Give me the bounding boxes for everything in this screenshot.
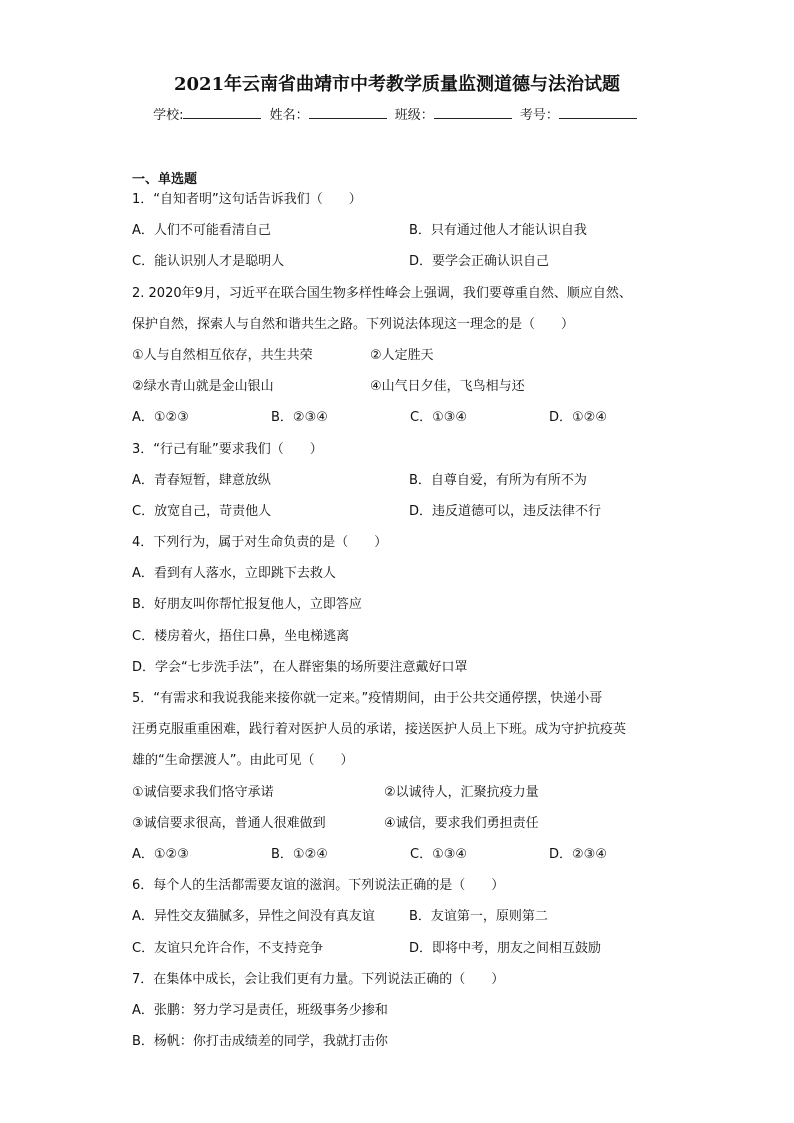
question-list: [132, 189, 672, 1062]
q2-option-b: B．②③④: [271, 410, 328, 426]
question-3-options-row-2: [132, 501, 672, 532]
q2-statement-4: ④山气日夕佳，飞鸟相与还: [370, 379, 525, 395]
q5-statement-2: ②以诚待人，汇聚抗疫力量: [384, 784, 539, 800]
question-2-stem-line-2: 保护自然，探索人与自然和谐共生之路。下列说法体现这一理念的是（ ）: [132, 316, 575, 332]
q5-statement-3: ③诚信要求很高，普通人很难做到: [132, 815, 326, 831]
question-2-options-row: [132, 407, 672, 438]
question-5-stem-line-3: 雄的“生命摆渡人”。由此可见（ ）: [132, 753, 354, 769]
q5-option-b: B．①②④: [271, 846, 328, 862]
q1-option-d: D．要学会正确认识自己: [409, 254, 550, 270]
q2-statement-1: ①人与自然相互依存，共生共荣: [132, 347, 313, 363]
q2-option-a: A．①②③: [132, 410, 189, 426]
name-blank[interactable]: [309, 106, 387, 119]
q6-option-d: D．即将中考，朋友之间相互鼓励: [409, 940, 602, 956]
question-5-stem-line-2: 汪勇克服重重困难，践行着对医护人员的承诺，接送医护人员上下班。成为守护抗疫英: [132, 722, 627, 738]
q1-option-c: C．能认识别人才是聪明人: [132, 254, 285, 270]
question-1-stem: 1．“自知者明”这句话告诉我们（ ）: [132, 192, 362, 207]
q2-statement-3: ②绿水青山就是金山银山: [132, 379, 274, 395]
question-1-options-row-2: [132, 251, 672, 282]
question-2-stem-line-1: 2. 2020年9月，习近平在联合国生物多样性峰会上强调，我们要尊重自然、顺应自然、: [132, 285, 632, 301]
q2-statement-2: ②人定胜天: [370, 347, 434, 363]
q7-option-a: A．张鹏：努力学习是责任，班级事务少掺和: [132, 1002, 388, 1018]
q5-statement-4: ④诚信，要求我们勇担责任: [384, 815, 539, 831]
question-6-options-row-2: [132, 938, 672, 969]
q5-statement-1: ①诚信要求我们恪守承诺: [132, 784, 274, 800]
question-5-statements-row-2: [132, 813, 672, 844]
question-5-statements-row-1: [132, 782, 672, 813]
class-blank[interactable]: [434, 106, 512, 119]
question-5-stem-line-1: 5．“有需求和我说我能来接你就一定来。”疫情期间，由于公共交通停摆，快递小哥: [132, 691, 603, 706]
q6-option-c: C．友谊只允许合作，不支持竞争: [132, 940, 324, 956]
q3-option-d: D．违反道德可以，违反法律不行: [409, 503, 602, 519]
q4-option-a: A．看到有人落水，立即跳下去救人: [132, 566, 336, 582]
question-2-statements-row-2: [132, 376, 672, 407]
q2-option-d: D．①②④: [549, 410, 607, 426]
question-5-options-row: [132, 844, 672, 875]
q5-option-a: A．①②③: [132, 846, 189, 862]
q4-option-d: D．学会“七步洗手法”，在人群密集的场所要注意戴好口罩: [132, 659, 468, 675]
q4-option-c: C．楼房着火，捂住口鼻，坐电梯逃离: [132, 628, 350, 644]
q6-option-b: B．友谊第一，原则第二: [409, 909, 548, 925]
question-1-options-row-1: [132, 220, 672, 251]
question-3-stem: 3．“行己有耻”要求我们（ ）: [132, 441, 323, 457]
number-label: 考号：: [519, 108, 559, 123]
q7-option-b: B．杨帆：你打击成绩差的同学，我就打击你: [132, 1034, 388, 1050]
section-heading: 一、单选题: [132, 172, 198, 187]
question-4-stem: 4．下列行为，属于对生命负责的是（ ）: [132, 535, 388, 551]
q3-option-a: A．青春短暂，肆意放纵: [132, 472, 271, 488]
question-2-statements-row-1: [132, 345, 672, 376]
q5-option-c: C．①③④: [410, 846, 468, 862]
question-6-stem: 6．每个人的生活都需要友谊的滋润。下列说法正确的是（ ）: [132, 878, 505, 894]
question-6-options-row-1: [132, 906, 672, 937]
number-blank[interactable]: [559, 106, 637, 119]
name-label: 姓名：: [269, 108, 309, 123]
school-blank[interactable]: [183, 106, 261, 119]
q4-option-b: B．好朋友叫你帮忙报复他人，立即答应: [132, 597, 362, 613]
q2-option-c: C．①③④: [410, 410, 468, 426]
q6-option-a: A．异性交友猫腻多，异性之间没有真友谊: [132, 909, 375, 925]
exam-title: 2021年云南省曲靖市中考教学质量监测道德与法治试题: [173, 74, 621, 95]
question-3-options-row-1: [132, 470, 672, 501]
q3-option-b: B．自尊自爱，有所为有所不为: [409, 472, 587, 488]
q3-option-c: C．放宽自己，苛责他人: [132, 503, 272, 519]
q5-option-d: D．②③④: [549, 846, 607, 862]
school-label: 学校:: [153, 108, 184, 123]
student-info-line: [0, 104, 794, 123]
class-label: 班级：: [394, 108, 434, 123]
question-7-stem: 7．在集体中成长，会让我们更有力量。下列说法正确的（ ）: [132, 971, 505, 987]
q1-option-a: A．人们不可能看清自己: [132, 223, 271, 239]
q1-option-b: B．只有通过他人才能认识自我: [409, 223, 587, 239]
